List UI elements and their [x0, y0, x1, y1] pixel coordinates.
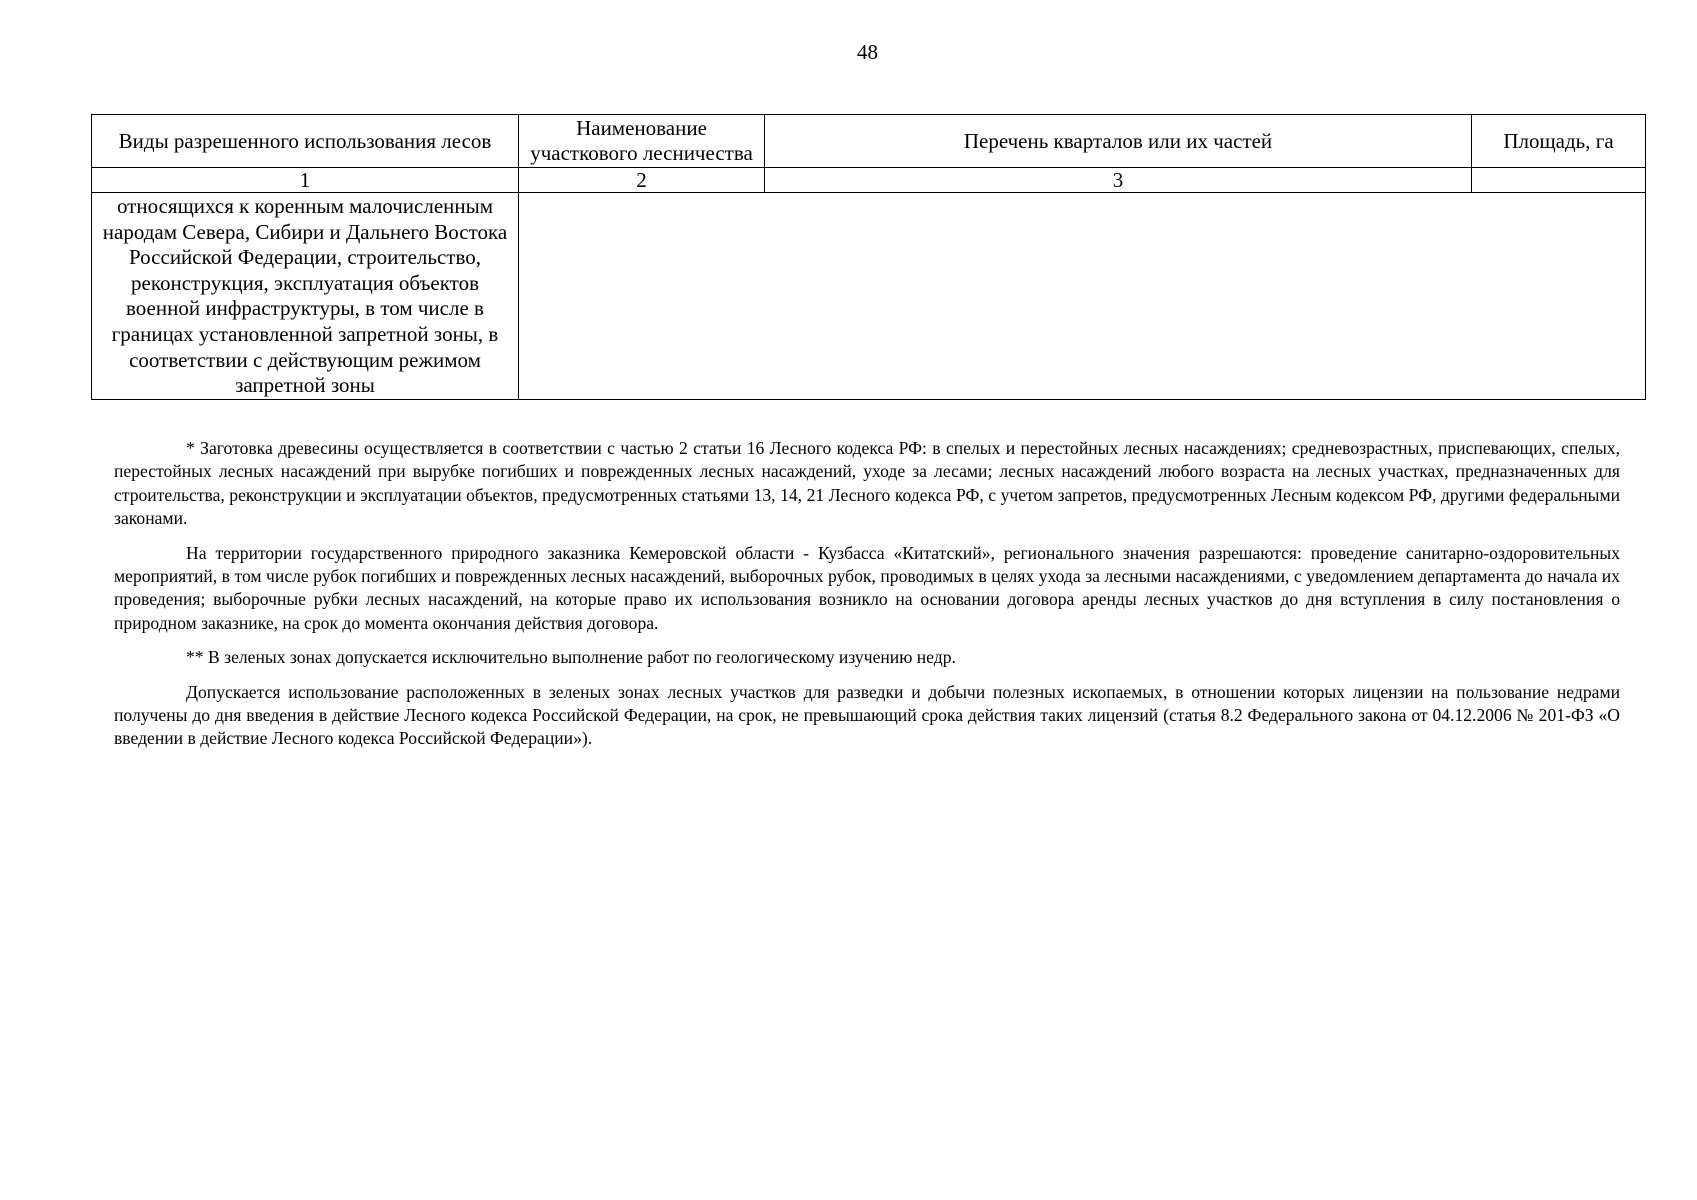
note-mineral-extraction: Допускается использование расположенных в зеленых зонах лесных участков для разведки и добычи полезных ископаемых, в отношении которых лицензии на пользование недрами получены до дня введения в действие Лесного кодекса Российской Федерации, на срок, не превышающий срока действия таких лицензий (статья 8.2 Федерального закона от 04.12.2006 № 201-ФЗ «О введении в действие Лесного кодекса Российской Федерации»). [114, 681, 1620, 749]
table-row [92, 193, 1646, 400]
header-usage-types: Виды разрешенного использования лесов [92, 115, 519, 168]
column-number-4 [1472, 168, 1646, 193]
page-number: 48 [857, 40, 878, 64]
table-header-row [92, 115, 1646, 168]
empty-detail-cell [519, 193, 1646, 400]
header-area: Площадь, га [1472, 115, 1646, 168]
footnote-green-zones: ** В зеленых зонах допускается исключительно выполнение работ по геологическому изучению недр. [186, 647, 956, 668]
forest-use-table [91, 114, 1646, 400]
note-kitatsky-reserve: На территории государственного природного заказника Кемеровской области - Кузбасса «Китатский», регионального значения разрешаются: проведение санитарно-оздоровительных мероприятий, в том числе рубок погибших и поврежденных лесных насаждений, выборочных рубок, проводимых в целях ухода за лесными насаждениями, с уведомлением департамента до начала их проведения; выборочные рубки лесных насаждений, на которые право их использования возникло на основании договора аренды лесных участков до дня вступления в силу постановления о природном заказнике, на срок до момента окончания действия договора. [114, 542, 1620, 633]
footnote-timber-harvesting: * Заготовка древесины осуществляется в соответствии с частью 2 статьи 16 Лесного кодекса РФ: в спелых и перестойных лесных насаждениях; средневозрастных, приспевающих, спелых, перестойных лесных насаждений при вырубке погибших и поврежденных лесных насаждений, уходе за лесами; лесных насаждений любого возраста на лесных участках, предназначенных для строительства, реконструкции и эксплуатации объектов, предусмотренных статьями 13, 14, 21 Лесного кодекса РФ, с учетом запретов, предусмотренных Лесным кодексом РФ, другими федеральными законами. [114, 438, 1620, 529]
column-number-1: 1 [92, 168, 519, 193]
header-forestry-name: Наименование участкового лесничества [519, 115, 765, 168]
header-quarters-list: Перечень кварталов или их частей [765, 115, 1472, 168]
usage-type-cell: относящихся к коренным малочисленным народам Севера, Сибири и Дальнего Востока Российской Федерации, строительство, реконструкция, эксплуатация объектов военной инфраструктуры, в том числе в границах установленной запретной зоны, в соответствии с действующим режимом запретной зоны [92, 193, 519, 400]
footnotes [114, 437, 1620, 762]
column-number-3: 3 [765, 168, 1472, 193]
column-number-2: 2 [519, 168, 765, 193]
column-number-row [92, 168, 1646, 193]
